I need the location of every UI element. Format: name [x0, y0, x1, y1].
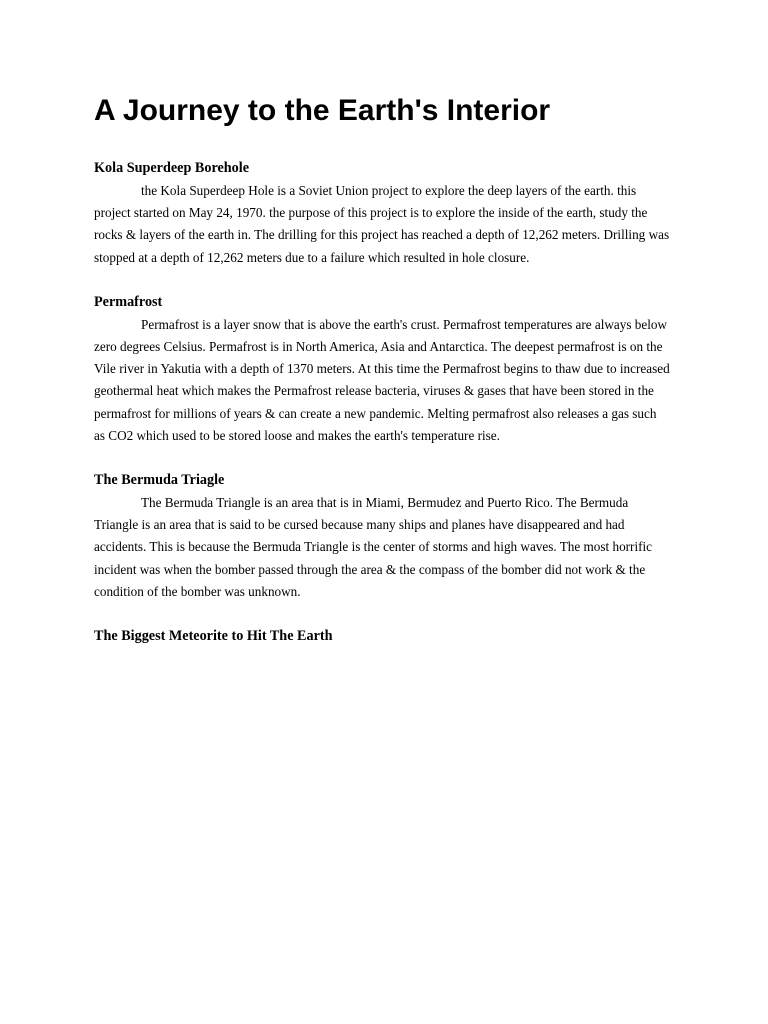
section-heading: Kola Superdeep Borehole: [94, 160, 250, 176]
section-paragraph: The Bermuda Triangle is an area that is in Miami, Bermudez and Puerto Rico. The Bermuda Triangle is an area that is said to be cursed because many ships and planes have disappeared and had accidents. This is because the Bermuda Triangle is the center of storms and high waves. The most horrific incident was when the bomber passed through the area & the compass of the bomber did not work & the condition of the bomber was unknown.: [94, 495, 653, 599]
section-heading: The Biggest Meteorite to Hit The Earth: [94, 628, 333, 645]
section-permafrost: [94, 291, 670, 447]
section-heading: Permafrost: [94, 293, 163, 310]
section-bermuda-triangle: [94, 469, 670, 603]
section-biggest-meteorite: [94, 625, 670, 647]
document-title: A Journey to the Earth's Interior: [94, 94, 551, 127]
section-heading: The Bermuda Triagle: [94, 472, 225, 489]
section-paragraph: the Kola Superdeep Hole is a Soviet Union project to explore the deep layers of the earth. this project started on May 24, 1970. the purpose of this project is to explore the inside of the earth, study the rocks & layers of the earth in. The drilling for this project has reached a depth of 12,262 meters. Drilling was stopped at a depth of 12,262 meters due to a failure which resulted in hole closure.: [94, 183, 670, 265]
section-kola-borehole: [94, 157, 670, 269]
section-paragraph: Permafrost is a layer snow that is above the earth's crust. Permafrost temperatures are always below zero degrees Celsius. Permafrost is in North America, Asia and Antarctica. The deepest permafrost is on the Vile river in Yakutia with a depth of 1370 meters. At this time the Permafrost begins to thaw due to increased geothermal heat which makes the Permafrost release bacteria, viruses & gases that have been stored in the permafrost for millions of years & can create a new pandemic. Melting permafrost also releases a gas such as CO2 which used to be stored loose and makes the earth's temperature rise.: [94, 316, 670, 443]
